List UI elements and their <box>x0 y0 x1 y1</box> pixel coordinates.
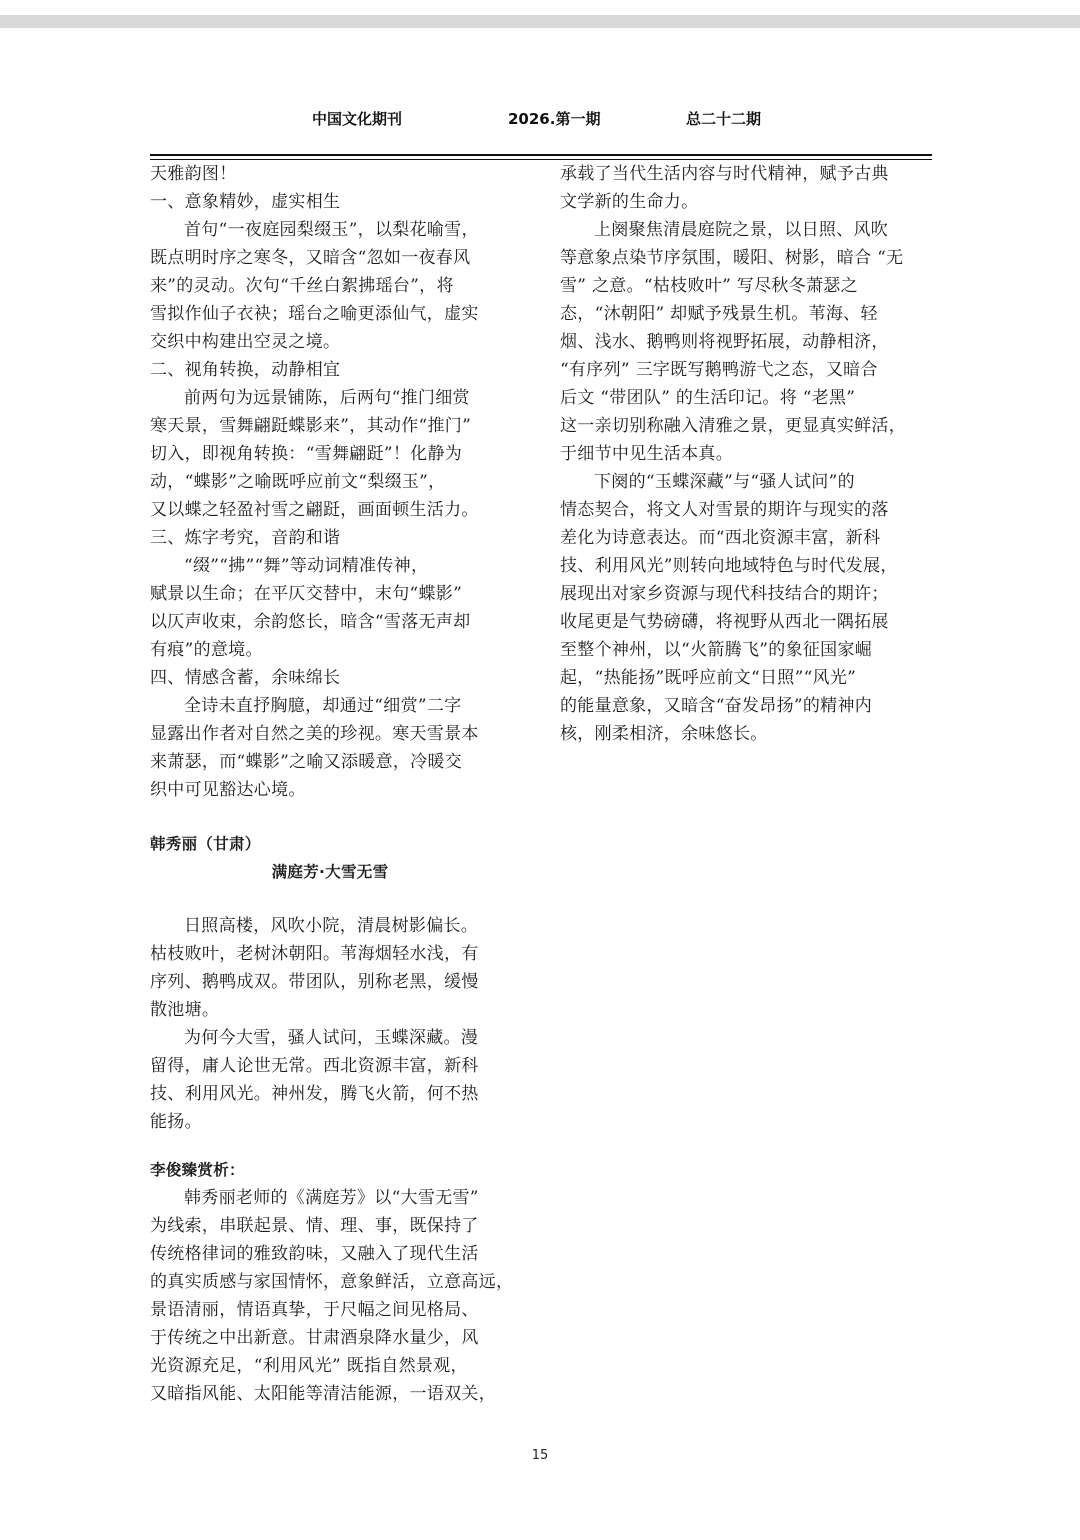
poem-author: 韩秀丽（甘肃） <box>150 835 261 853</box>
text-line: 全诗未直抒胸臆，却通过“细赏”二字 <box>184 696 462 716</box>
text-line: 显露出作者对自然之美的珍视。寒天雪景本 <box>150 724 479 744</box>
analysis-paragraph-2 <box>150 384 520 524</box>
text-line: 下阕的“玉蝶深藏”与“骚人试问”的 <box>594 472 855 492</box>
critic-heading: 李俊臻赏析： <box>150 1161 245 1179</box>
text-line: 的真实质感与家国情怀，意象鲜活，立意高远， <box>150 1272 514 1292</box>
spacer <box>150 804 520 830</box>
journal-name: 中国文化期刊 <box>312 110 403 128</box>
text-line: 寒天景，雪舞翩跹蝶影来”，其动作“推门” <box>150 416 472 436</box>
section-heading-4: 四、情感含蓄，余味绵长 <box>150 668 341 688</box>
poem-stanza-1 <box>150 912 520 1024</box>
section-heading-2: 二、视角转换，动静相宜 <box>150 360 341 380</box>
left-column <box>150 160 520 1408</box>
text-line: 首句“一夜庭园梨缀玉”，以梨花喻雪， <box>184 220 479 240</box>
spacer <box>150 886 520 912</box>
text-line: 赋景以生命；在平仄交替中，末句“蝶影” <box>150 584 463 604</box>
text-line: 技、利用风光”则转向地域特色与时代发展， <box>560 556 898 576</box>
poem-line: 序列、鹅鸭成双。带团队，别称老黑，缓慢 <box>150 972 479 992</box>
text-line: 起，“热能扬”既呼应前文“日照”“风光” <box>560 668 857 688</box>
total-issue-number: 总二十二期 <box>686 110 762 128</box>
text-line: 的能量意象，又暗含“奋发昂扬”的精神内 <box>560 696 873 716</box>
page-number: 15 <box>531 1448 549 1463</box>
text-line: 核，刚柔相济，余味悠长。 <box>560 724 768 744</box>
analysis-paragraph-4 <box>150 692 520 804</box>
text-line: 传统格律词的雅致韵味，又融入了现代生活 <box>150 1244 479 1264</box>
text-line: 织中可见豁达心境。 <box>150 780 306 800</box>
text-line: 前两句为远景铺陈，后两句“推门细赏 <box>184 388 470 408</box>
text-line: 韩秀丽老师的《满庭芳》以“大雪无雪” <box>184 1188 479 1208</box>
text-line: 动，“蝶影”之喻既呼应前文“梨缀玉”， <box>150 472 446 492</box>
poem-line: 留得，庸人论世无常。西北资源丰富，新科 <box>150 1056 479 1076</box>
critique-paragraph-3 <box>560 468 930 748</box>
section-heading-3: 三、炼字考究，音韵和谐 <box>150 528 341 548</box>
text-line: 展现出对家乡资源与现代科技结合的期许； <box>560 584 889 604</box>
poem-line: 技、利用风光。神州发，腾飞火箭，何不热 <box>150 1084 479 1104</box>
section-heading-1: 一、意象精妙，虚实相生 <box>150 192 341 212</box>
text-line: 光资源充足，“利用风光” 既指自然景观， <box>150 1356 468 1376</box>
text-line: 景语清丽，情语真挚，于尺幅之间见格局、 <box>150 1300 479 1320</box>
text-line: 有痕”的意境。 <box>150 640 263 660</box>
analysis-paragraph-3 <box>150 552 520 664</box>
poem-line: 日照高楼，风吹小院，清晨树影偏长。 <box>184 916 479 936</box>
text-line: 交织中构建出空灵之境。 <box>150 332 341 352</box>
top-gray-band <box>0 15 1080 28</box>
text-line: 雪” 之意。“枯枝败叶” 写尽秋冬萧瑟之 <box>560 276 858 296</box>
text-line: 以仄声收束，余韵悠长，暗含“雪落无声却 <box>150 612 471 632</box>
poem-line: 为何今大雪，骚人试问，玉蝶深藏。漫 <box>184 1028 479 1048</box>
text-line: 雪拟作仙子衣袂；瑶台之喻更添仙气，虚实 <box>150 304 479 324</box>
critique-paragraph-2 <box>560 216 930 468</box>
text-line: 这一亲切别称融入清雅之景，更显真实鲜活， <box>560 416 906 436</box>
poem-line: 能扬。 <box>150 1112 202 1132</box>
text-line: 烟、浅水、鹅鸭则将视野拓展，动静相济， <box>560 332 889 352</box>
critique-continuation <box>560 160 930 216</box>
text-line: 为线索，串联起景、情、理、事，既保持了 <box>150 1216 479 1236</box>
text-line: 于传统之中出新意。甘肃酒泉降水量少，风 <box>150 1328 479 1348</box>
text-line: 情态契合，将文人对雪景的期许与现实的落 <box>560 500 889 520</box>
text-line: “缀”“拂”“舞”等动词精准传神， <box>184 556 429 576</box>
spacer <box>150 1136 520 1156</box>
text-line: “有序列” 三字既写鹅鸭游弋之态，又暗合 <box>560 360 878 380</box>
text-line: 等意象点染节序氛围，暖阳、树影，暗合 “无 <box>560 248 904 268</box>
text-line: 又以蝶之轻盈衬雪之翩跹，画面顿生活力。 <box>150 500 479 520</box>
intro-line: 天雅韵图！ <box>150 164 237 184</box>
text-line: 承载了当代生活内容与时代精神，赋予古典 <box>560 164 889 184</box>
header-rule-thick <box>150 154 932 156</box>
text-line: 收尾更是气势磅礴，将视野从西北一隅拓展 <box>560 612 889 632</box>
text-line: 来”的灵动。次句“千丝白絮拂瑶台”，将 <box>150 276 454 296</box>
text-line: 至整个神州，以“火箭腾飞”的象征国家崛 <box>560 640 873 660</box>
text-line: 文学新的生命力。 <box>560 192 699 212</box>
text-line: 于细节中见生活本真。 <box>560 444 733 464</box>
text-line: 又暗指风能、太阳能等清洁能源，一语双关， <box>150 1384 496 1404</box>
text-line: 既点明时序之寒冬，又暗含“忽如一夜春风 <box>150 248 471 268</box>
text-line: 态，“沐朝阳” 却赋予残景生机。苇海、轻 <box>560 304 878 324</box>
poem-line: 散池塘。 <box>150 1000 220 1020</box>
critique-paragraph-1 <box>150 1184 520 1408</box>
analysis-paragraph-1 <box>150 216 520 356</box>
right-column <box>560 160 930 748</box>
poem-stanza-2 <box>150 1024 520 1136</box>
issue-number: 2026.第一期 <box>508 110 601 128</box>
page-header <box>0 108 1080 134</box>
poem-line: 枯枝败叶，老树沐朝阳。苇海烟轻水浅，有 <box>150 944 479 964</box>
poem-title: 满庭芳·大雪无雪 <box>271 863 389 881</box>
text-line: 差化为诗意表达。而“西北资源丰富，新科 <box>560 528 881 548</box>
text-line: 切入，即视角转换：“雪舞翩跹”！化静为 <box>150 444 463 464</box>
text-line: 来萧瑟，而“蝶影”之喻又添暖意，冷暖交 <box>150 752 463 772</box>
text-line: 上阕聚焦清晨庭院之景，以日照、风吹 <box>594 220 889 240</box>
text-line: 后文 “带团队” 的生活印记。将 “老黑” <box>560 388 856 408</box>
